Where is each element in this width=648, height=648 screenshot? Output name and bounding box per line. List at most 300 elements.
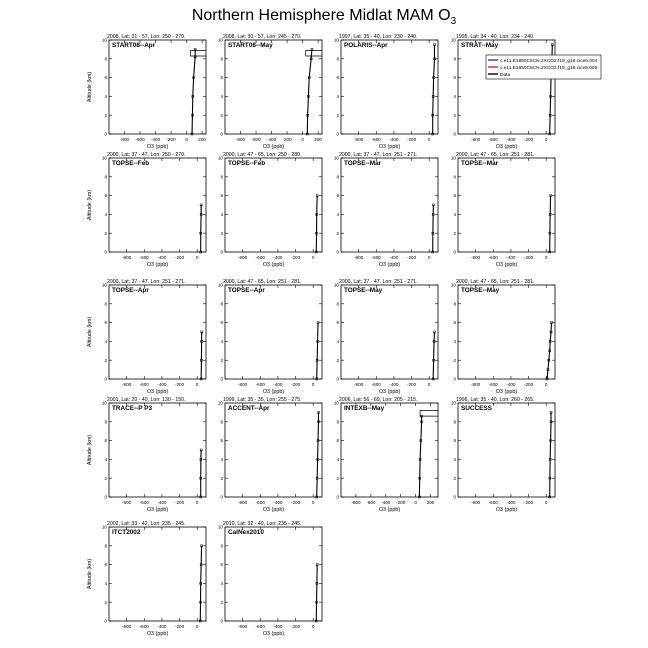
- x-tick-label: -400: [506, 382, 516, 387]
- data-range-bracket: [190, 50, 206, 56]
- panel-campaign-label: CalNex2010: [228, 529, 264, 536]
- y-tick-label: 8: [220, 174, 223, 180]
- legend-entry: c.e11.E1850C5CN.2XCO2.f19_g16.cice6.004: [500, 58, 598, 64]
- panel-header: 2000, Lat: 47 - 65, Lon: 251 - 281.: [223, 279, 302, 285]
- panel-frame: [225, 527, 322, 621]
- panel: [218, 34, 323, 150]
- y-tick-label: 10: [450, 282, 456, 288]
- panel: [87, 279, 206, 395]
- y-tick-label: 2: [104, 475, 107, 481]
- data-profile-line: [433, 205, 434, 252]
- panel: [218, 397, 322, 513]
- x-tick-label: 0: [195, 500, 199, 505]
- panel-header: 2001, Lat: 20 - 40, Lon: 130 - 150.: [107, 397, 186, 403]
- x-axis-label: O3 (ppb): [262, 262, 285, 268]
- x-tick-label: -600: [139, 500, 149, 505]
- x-tick-label: -800: [238, 255, 248, 260]
- y-tick-label: 0: [104, 249, 107, 255]
- y-tick-label: 10: [217, 155, 223, 161]
- x-tick-label: 0: [311, 500, 315, 505]
- x-tick-label: 0: [195, 382, 199, 387]
- y-tick-label: 10: [450, 37, 456, 43]
- x-tick-label: -800: [471, 255, 481, 260]
- y-tick-label: 8: [336, 419, 339, 425]
- panel-campaign-label: TOPSE--Feb: [112, 160, 150, 167]
- x-tick-label: -200: [174, 500, 185, 505]
- y-tick-label: 4: [336, 339, 339, 344]
- x-tick-label: -600: [255, 382, 265, 387]
- panel: [218, 279, 322, 395]
- x-tick-label: -800: [238, 500, 248, 505]
- y-tick-label: 2: [220, 599, 223, 605]
- y-tick-label: 8: [104, 174, 107, 180]
- panel-campaign-label: TOPSE--Feb: [228, 160, 266, 167]
- y-tick-label: 2: [104, 112, 107, 118]
- x-tick-label: -400: [389, 137, 399, 142]
- x-tick-label: 0: [544, 500, 548, 505]
- x-tick-label: -200: [174, 382, 185, 387]
- y-tick-label: 6: [336, 193, 339, 199]
- x-tick-label: -800: [122, 500, 132, 505]
- y-tick-label: 6: [104, 562, 107, 568]
- panel-frame: [225, 403, 322, 497]
- x-tick-label: 0: [427, 382, 431, 387]
- y-tick-label: 0: [104, 376, 107, 382]
- data-profile-line: [419, 416, 421, 497]
- x-axis-label: O3 (ppb): [495, 262, 518, 268]
- x-tick-label: -400: [273, 382, 283, 387]
- x-axis-label: O3 (ppb): [262, 389, 285, 395]
- x-tick-label: -800: [354, 137, 364, 142]
- x-tick-label: 0: [427, 255, 431, 260]
- panel: [334, 397, 438, 513]
- x-tick-label: 0: [311, 382, 315, 387]
- panel-frame: [341, 158, 438, 252]
- data-profile-line: [550, 412, 551, 497]
- y-tick-label: 2: [104, 599, 107, 605]
- panel-header: 1995, Lat: 34 - 40, Lon: 234 - 240.: [456, 34, 535, 40]
- data-range-bracket: [306, 50, 322, 56]
- y-tick-label: 6: [220, 75, 223, 81]
- legend: [486, 55, 601, 79]
- y-tick-label: 2: [336, 357, 339, 363]
- panel-campaign-label: START08--Apr: [112, 42, 156, 49]
- x-tick-label: 0: [427, 137, 431, 142]
- x-tick-label: -400: [157, 255, 167, 260]
- x-tick-label: -400: [506, 255, 516, 260]
- x-tick-label: 0: [311, 624, 315, 629]
- x-tick-label: -800: [235, 137, 246, 142]
- y-tick-label: 2: [453, 357, 456, 363]
- x-axis-label: O3 (ppb): [146, 631, 169, 637]
- x-tick-label: -200: [406, 137, 417, 142]
- y-tick-label: 2: [453, 230, 456, 236]
- x-tick-label: -200: [166, 137, 176, 142]
- data-profile-line: [192, 49, 195, 134]
- y-tick-label: 6: [220, 193, 223, 199]
- x-tick-label: -600: [366, 500, 376, 505]
- panel-header: 2000, Lat: 37 - 47, Lon: 250 - 270.: [107, 152, 186, 158]
- x-tick-label: -400: [273, 624, 283, 629]
- panel: [451, 279, 555, 395]
- x-tick-label: -200: [290, 382, 301, 387]
- y-tick-label: 8: [104, 543, 107, 549]
- panel: [451, 152, 555, 268]
- y-tick-label: 10: [217, 524, 223, 530]
- x-tick-label: -600: [251, 137, 261, 142]
- x-axis-label: O3 (ppb): [378, 389, 401, 395]
- x-tick-label: -800: [238, 382, 248, 387]
- x-tick-label: 0: [544, 255, 548, 260]
- y-tick-label: 2: [104, 357, 107, 363]
- y-tick-label: 4: [220, 94, 223, 99]
- x-tick-label: -200: [174, 255, 185, 260]
- y-tick-label: 2: [453, 112, 456, 118]
- y-tick-label: 6: [104, 193, 107, 199]
- data-profile-line: [550, 196, 551, 252]
- y-tick-label: 2: [220, 475, 223, 481]
- y-tick-label: 2: [453, 475, 456, 481]
- x-tick-label: 200: [198, 137, 206, 142]
- data-profile-line: [316, 565, 317, 621]
- panel: [87, 152, 206, 268]
- y-tick-label: 6: [220, 562, 223, 568]
- y-tick-label: 8: [453, 56, 456, 62]
- panel-frame: [341, 285, 438, 379]
- panel-campaign-label: POLARIS--Apr: [344, 42, 388, 49]
- panel-header: 1999, Lat: 35 - 35, Lon: 255 - 275.: [223, 397, 302, 403]
- x-tick-label: -400: [389, 382, 399, 387]
- y-tick-label: 6: [220, 438, 223, 444]
- legend-entry: c.e11.E1850C5CN.2XCO2.f19_g16.cice5.005: [500, 65, 598, 71]
- x-axis-label: O3 (ppb): [378, 262, 401, 268]
- x-tick-label: 0: [195, 255, 199, 260]
- y-axis-label: Altitude (km): [87, 558, 93, 590]
- x-tick-label: -600: [139, 624, 149, 629]
- x-tick-label: -200: [282, 137, 292, 142]
- y-tick-label: 2: [220, 112, 223, 118]
- x-tick-label: -200: [523, 382, 534, 387]
- x-tick-label: -400: [506, 500, 516, 505]
- panel-header: 1996, Lat: 35 - 40, Lon: 260 - 265.: [456, 397, 535, 403]
- y-tick-label: 6: [220, 320, 223, 326]
- y-tick-label: 10: [217, 37, 223, 43]
- data-profile-line: [317, 323, 318, 379]
- data-profile-line: [433, 332, 434, 379]
- x-tick-label: -600: [371, 255, 381, 260]
- x-tick-label: -600: [488, 137, 498, 142]
- x-tick-label: -800: [122, 382, 132, 387]
- legend-entry: Data: [500, 72, 511, 78]
- y-tick-label: 10: [333, 282, 339, 288]
- y-tick-label: 0: [220, 249, 223, 255]
- x-tick-label: -800: [122, 255, 132, 260]
- y-axis-label: Altitude (km): [87, 316, 93, 348]
- x-tick-label: -200: [523, 137, 534, 142]
- y-tick-label: 4: [104, 581, 107, 586]
- panel-campaign-label: TOPSE--Mar: [461, 160, 499, 167]
- y-tick-label: 10: [333, 400, 339, 406]
- y-tick-label: 4: [453, 457, 456, 462]
- y-tick-label: 0: [453, 494, 456, 500]
- y-axis-label: Altitude (km): [87, 189, 93, 221]
- y-tick-label: 0: [104, 131, 107, 137]
- panel: [87, 521, 206, 637]
- x-tick-label: -400: [389, 255, 399, 260]
- x-axis-label: O3 (ppb): [495, 507, 518, 513]
- data-profile-line: [201, 332, 202, 379]
- x-tick-label: 0: [185, 137, 188, 142]
- y-tick-label: 8: [104, 419, 107, 425]
- y-tick-label: 6: [453, 75, 456, 81]
- x-tick-label: -600: [371, 137, 381, 142]
- x-tick-label: 200: [314, 137, 322, 142]
- x-tick-label: -800: [354, 255, 364, 260]
- y-tick-label: 6: [336, 75, 339, 81]
- panel-campaign-label: TOPSE--Mar: [344, 160, 382, 167]
- y-tick-label: 8: [220, 543, 223, 549]
- x-tick-label: -800: [471, 382, 481, 387]
- x-axis-label: O3 (ppb): [146, 507, 169, 513]
- y-tick-label: 0: [336, 494, 339, 500]
- panel-header: 2008, Lat: 31 - 57, Lon: 250 - 270.: [107, 34, 186, 40]
- x-axis-label: O3 (ppb): [146, 144, 169, 150]
- x-tick-label: -200: [290, 624, 301, 629]
- x-tick-label: 0: [195, 624, 199, 629]
- y-tick-label: 4: [220, 212, 223, 217]
- x-tick-label: -400: [506, 137, 516, 142]
- y-axis-label: Altitude (km): [87, 434, 93, 466]
- x-tick-label: -800: [471, 137, 481, 142]
- y-tick-label: 6: [104, 75, 107, 81]
- panel-frame: [458, 403, 555, 497]
- x-axis-label: O3 (ppb): [262, 507, 285, 513]
- y-tick-label: 2: [220, 357, 223, 363]
- x-tick-label: -600: [488, 500, 498, 505]
- panel-campaign-label: STRAT--May: [461, 42, 499, 49]
- panel-frame: [341, 40, 438, 134]
- panel-campaign-label: TOPSE--May: [461, 287, 500, 294]
- y-tick-label: 2: [220, 230, 223, 236]
- panel-frame: [109, 40, 206, 134]
- y-tick-label: 0: [104, 494, 107, 500]
- x-tick-label: 0: [414, 500, 417, 505]
- x-tick-label: -600: [488, 382, 498, 387]
- y-tick-label: 6: [104, 320, 107, 326]
- y-tick-label: 10: [101, 282, 107, 288]
- y-tick-label: 10: [450, 400, 456, 406]
- x-tick-label: -400: [157, 500, 167, 505]
- x-tick-label: -800: [238, 624, 248, 629]
- y-tick-label: 8: [453, 419, 456, 425]
- panel-frame: [109, 158, 206, 252]
- x-axis-label: O3 (ppb): [146, 389, 169, 395]
- panel-campaign-label: ITCT2002: [112, 529, 141, 536]
- x-tick-label: -200: [523, 255, 534, 260]
- x-tick-label: -600: [139, 382, 149, 387]
- x-tick-label: -400: [157, 624, 167, 629]
- panel-campaign-label: TOPSE--Apr: [228, 287, 265, 294]
- y-tick-label: 2: [336, 112, 339, 118]
- y-tick-label: 4: [336, 457, 339, 462]
- panel-header: 1997, Lat: 35 - 40, Lon: 230 - 240.: [339, 34, 418, 40]
- x-tick-label: 0: [311, 255, 315, 260]
- x-tick-label: -600: [139, 255, 149, 260]
- x-tick-label: -800: [354, 382, 364, 387]
- panel: [87, 34, 206, 150]
- panel-frame: [458, 285, 555, 379]
- x-tick-label: -800: [471, 500, 481, 505]
- y-tick-label: 10: [101, 37, 107, 43]
- y-tick-label: 8: [220, 56, 223, 62]
- panel-frame: [109, 403, 206, 497]
- y-tick-label: 4: [336, 212, 339, 217]
- x-tick-label: -200: [290, 500, 301, 505]
- y-tick-label: 6: [453, 438, 456, 444]
- y-tick-label: 4: [220, 457, 223, 462]
- x-tick-label: -200: [523, 500, 534, 505]
- x-tick-label: 0: [301, 137, 304, 142]
- x-tick-label: -400: [273, 255, 283, 260]
- y-tick-label: 0: [336, 249, 339, 255]
- x-tick-label: -800: [119, 137, 130, 142]
- panel-header: 2008, Lat: 30 - 57, Lon: 245 - 270.: [223, 34, 302, 40]
- y-tick-label: 0: [336, 376, 339, 382]
- panel-frame: [109, 527, 206, 621]
- panel: [218, 152, 322, 268]
- y-tick-label: 8: [453, 301, 456, 307]
- x-tick-label: -200: [396, 500, 406, 505]
- x-tick-label: -800: [351, 500, 361, 505]
- data-profile-line: [200, 546, 201, 621]
- x-tick-label: -200: [406, 382, 417, 387]
- panel: [334, 34, 438, 150]
- y-tick-label: 4: [104, 339, 107, 344]
- panel-campaign-label: INTEXB--May: [344, 405, 385, 412]
- x-axis-label: O3 (ppb): [262, 631, 285, 637]
- y-tick-label: 4: [104, 94, 107, 99]
- panel-campaign-label: TRACE--P P3: [112, 405, 153, 412]
- y-tick-label: 10: [333, 37, 339, 43]
- x-tick-label: -600: [255, 255, 265, 260]
- panel-campaign-label: TOPSE--May: [344, 287, 383, 294]
- y-tick-label: 6: [336, 320, 339, 326]
- x-tick-label: 200: [426, 500, 435, 505]
- y-tick-label: 2: [336, 475, 339, 481]
- x-tick-label: -600: [488, 255, 498, 260]
- y-tick-label: 6: [336, 438, 339, 444]
- x-tick-label: -200: [406, 255, 417, 260]
- x-tick-label: -400: [266, 137, 277, 142]
- y-tick-label: 8: [104, 56, 107, 62]
- panel-header: 2000, Lat: 47 - 65, Lon: 250 - 280.: [223, 152, 302, 158]
- y-tick-label: 8: [336, 56, 339, 62]
- y-tick-label: 4: [453, 94, 456, 99]
- x-tick-label: -200: [290, 255, 301, 260]
- panel: [87, 397, 206, 513]
- y-tick-label: 2: [104, 230, 107, 236]
- panel-campaign-label: ACCENT--Apr: [228, 405, 270, 412]
- x-axis-label: O3 (ppb): [262, 144, 285, 150]
- x-tick-label: -800: [122, 624, 132, 629]
- y-tick-label: 8: [453, 174, 456, 180]
- panel-header: 2000, Lat: 37 - 47, Lon: 251 - 271.: [107, 279, 186, 285]
- y-tick-label: 10: [333, 155, 339, 161]
- x-tick-label: -200: [174, 624, 185, 629]
- x-tick-label: -400: [381, 500, 391, 505]
- y-tick-label: 10: [217, 282, 223, 288]
- y-tick-label: 8: [220, 301, 223, 307]
- panel-frame: [341, 403, 438, 497]
- panel-campaign-label: START08--May: [228, 42, 273, 49]
- y-tick-label: 4: [220, 581, 223, 586]
- panel: [334, 279, 438, 395]
- y-tick-label: 4: [104, 457, 107, 462]
- x-tick-label: -600: [371, 382, 381, 387]
- panel-header: 2010, Lat: 32 - 40, Lon: 235 - 245.: [223, 521, 302, 527]
- y-tick-label: 0: [453, 249, 456, 255]
- y-tick-label: 8: [104, 301, 107, 307]
- data-profile-line: [316, 196, 317, 252]
- panel-frame: [458, 158, 555, 252]
- y-tick-label: 4: [336, 94, 339, 99]
- y-tick-label: 8: [220, 419, 223, 425]
- chart-title: Northern Hemisphere Midlat MAM $O_3$: [191, 7, 457, 28]
- y-tick-label: 0: [104, 618, 107, 624]
- panel-header: 2002, Lat: 33 - 42, Lon: 235 - 245.: [107, 521, 186, 527]
- y-tick-label: 0: [220, 131, 223, 137]
- panel-header: 2000, Lat: 47 - 65, Lon: 251 - 281.: [456, 279, 535, 285]
- panel-frame: [225, 158, 322, 252]
- y-tick-label: 4: [104, 212, 107, 217]
- y-tick-label: 0: [220, 618, 223, 624]
- y-tick-label: 10: [450, 155, 456, 161]
- data-profile-line: [317, 412, 319, 497]
- panel-campaign-label: SUCCESS: [461, 405, 492, 412]
- panel-header: 2000, Lat: 37 - 47, Lon: 251 - 271.: [339, 152, 418, 158]
- panel-header: 2006, Lat: 56 - 69, Lon: 205 - 215.: [339, 397, 418, 403]
- panel: [334, 152, 438, 268]
- x-tick-label: -400: [150, 137, 161, 142]
- y-tick-label: 10: [101, 155, 107, 161]
- y-tick-label: 0: [453, 131, 456, 137]
- x-axis-label: O3 (ppb): [146, 262, 169, 268]
- x-tick-label: 0: [544, 382, 548, 387]
- panel: [451, 34, 555, 150]
- x-axis-label: O3 (ppb): [378, 144, 401, 150]
- panel-header: 2000, Lat: 47 - 65, Lon: 251 - 281.: [456, 152, 535, 158]
- x-axis-label: O3 (ppb): [495, 144, 518, 150]
- y-tick-label: 4: [453, 212, 456, 217]
- y-tick-label: 10: [217, 400, 223, 406]
- y-tick-label: 8: [336, 301, 339, 307]
- y-tick-label: 4: [220, 339, 223, 344]
- x-tick-label: -400: [157, 382, 167, 387]
- panel-frame: [458, 40, 555, 134]
- x-tick-label: 0: [544, 137, 548, 142]
- panel: [218, 521, 322, 637]
- y-tick-label: 8: [336, 174, 339, 180]
- panel: [451, 397, 555, 513]
- y-tick-label: 6: [104, 438, 107, 444]
- y-tick-label: 10: [101, 524, 107, 530]
- x-tick-label: -600: [255, 500, 265, 505]
- y-tick-label: 6: [453, 320, 456, 326]
- y-tick-label: 10: [101, 400, 107, 406]
- y-tick-label: 6: [453, 193, 456, 199]
- y-axis-label: Altitude (km): [87, 71, 93, 103]
- x-tick-label: -400: [273, 500, 283, 505]
